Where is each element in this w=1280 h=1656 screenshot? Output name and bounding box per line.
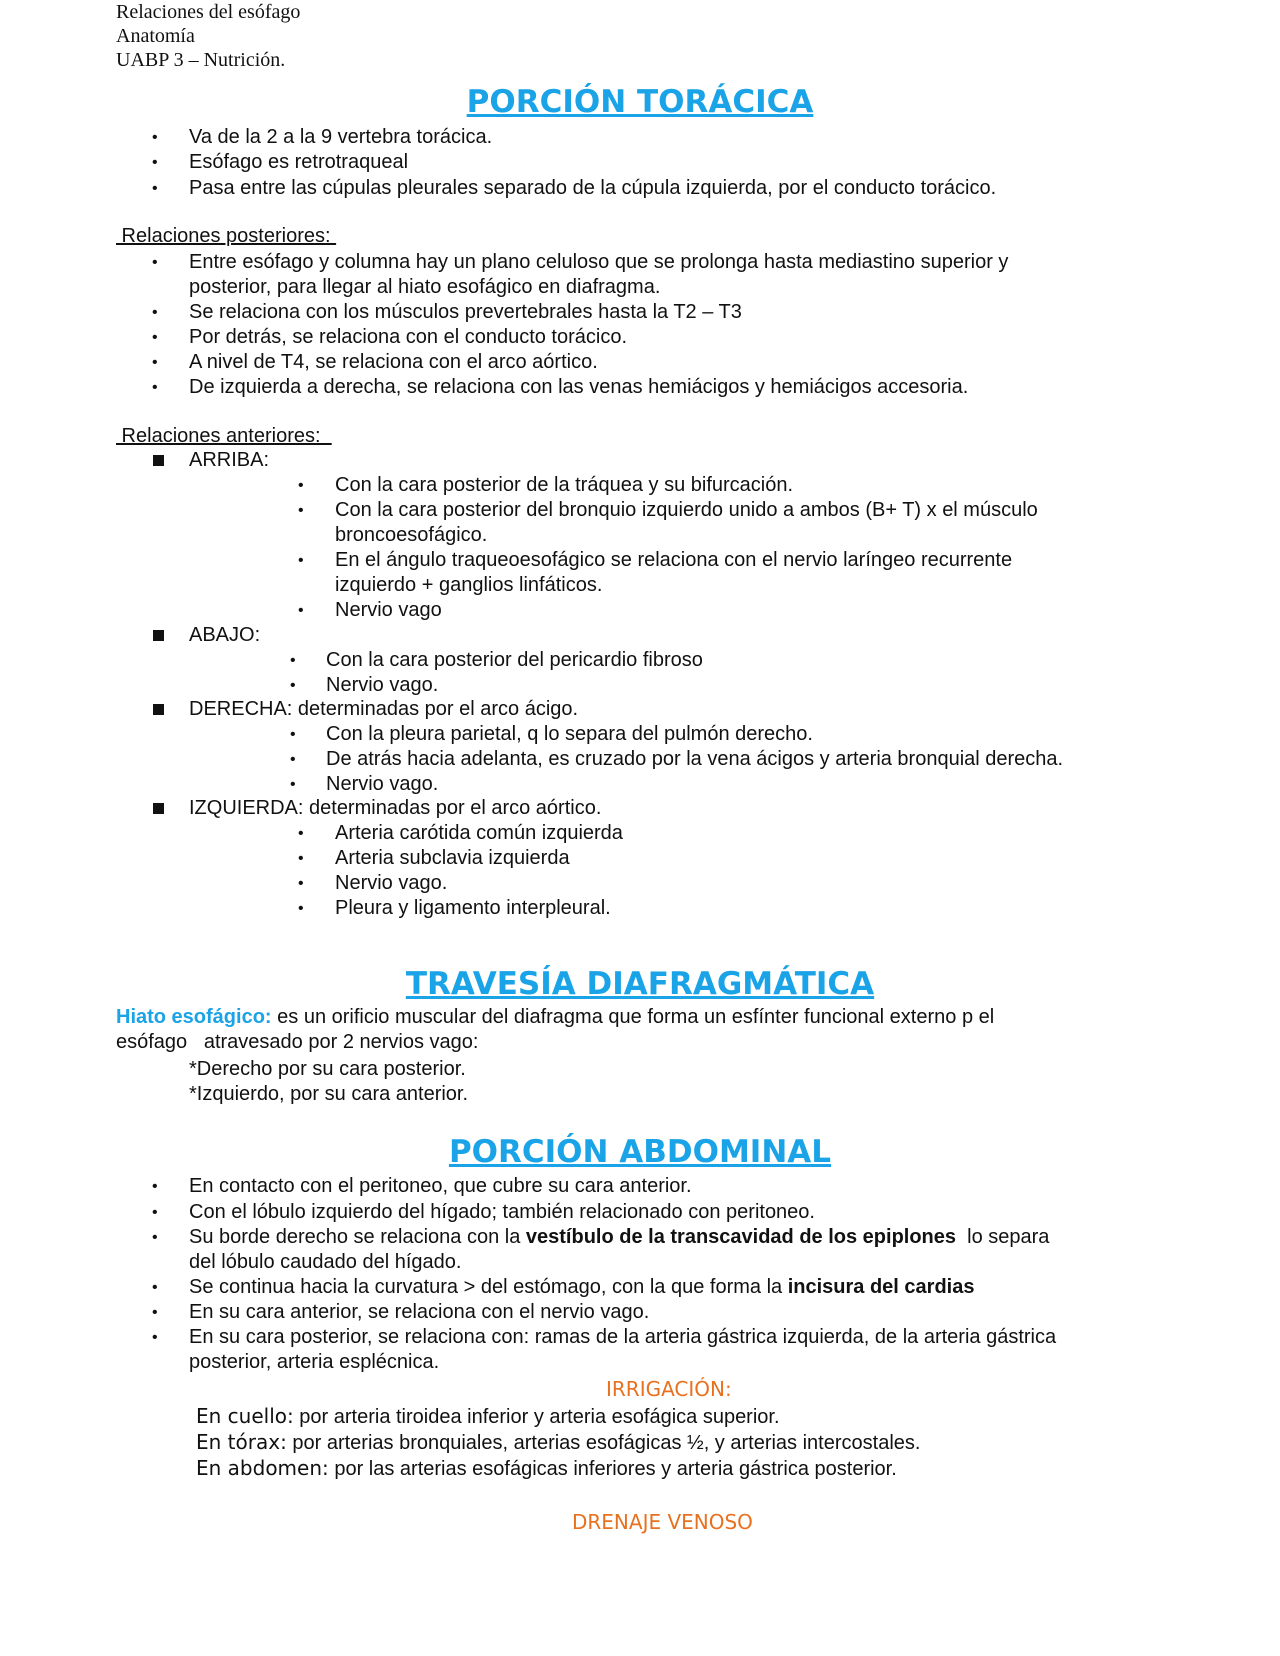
list-item: Nervio vago. xyxy=(335,872,448,894)
bullet-icon: • xyxy=(152,1178,158,1195)
bullet-icon: • xyxy=(298,477,304,494)
subheading-posteriores: Relaciones posteriores: xyxy=(116,225,337,247)
bullet-icon: • xyxy=(152,379,158,396)
list-item: Con el lóbulo izquierdo del hígado; también relacionado con peritoneo. xyxy=(189,1201,815,1223)
irrigacion-abdomen xyxy=(196,1456,897,1482)
header-subject: Anatomía xyxy=(116,25,195,47)
bullet-icon: • xyxy=(298,552,304,569)
bullet-icon: • xyxy=(152,1329,158,1346)
list-item-continuation: broncoesofágico. xyxy=(335,524,488,546)
region-text: por arteria tiroidea inferior y arteria esofágica superior. xyxy=(293,1406,780,1428)
irrigacion-heading: IRRIGACIÓN: xyxy=(606,1377,732,1401)
list-item: Pasa entre las cúpulas pleurales separado de la cúpula izquierda, por el conducto torácico. xyxy=(189,177,997,199)
bullet-icon: • xyxy=(290,677,296,694)
square-bullet-icon xyxy=(153,704,164,715)
hiato-text: es un orificio muscular del diafragma que forma un esfínter funcional externo p el xyxy=(271,1006,995,1028)
bullet-icon: • xyxy=(290,726,296,743)
bullet-icon: • xyxy=(298,850,304,867)
list-item: Nervio vago. xyxy=(326,674,439,696)
square-bullet-icon xyxy=(153,803,164,814)
group-label-arriba: ARRIBA: xyxy=(189,449,270,471)
list-item-continuation: posterior, arteria esplécnica. xyxy=(189,1351,440,1373)
irrigacion-cuello xyxy=(196,1404,780,1430)
bold-term: incisura del cardias xyxy=(787,1276,975,1298)
list-item: Nervio vago. xyxy=(326,773,439,795)
bullet-icon: • xyxy=(152,254,158,271)
header-course: UABP 3 – Nutrición. xyxy=(116,49,286,71)
text-segment: Su borde derecho se relaciona con la xyxy=(189,1226,526,1248)
list-item: Esófago es retrotraqueal xyxy=(189,151,409,173)
region-label: En cuello: xyxy=(196,1404,294,1428)
bullet-icon: • xyxy=(298,825,304,842)
subheading-anteriores: Relaciones anteriores: xyxy=(116,425,332,447)
section-title-toracica: PORCIÓN TORÁCICA xyxy=(466,84,814,120)
group-label-izquierda: IZQUIERDA: determinadas por el arco aórtico. xyxy=(189,797,602,819)
bullet-icon: • xyxy=(152,180,158,197)
list-item: De atrás hacia adelanta, es cruzado por la vena ácigos y arteria bronquial derecha. xyxy=(326,748,1064,770)
bullet-icon: • xyxy=(152,154,158,171)
hiato-paragraph-line2: esófago atravesado por 2 nervios vago: xyxy=(116,1031,479,1053)
bullet-icon: • xyxy=(298,602,304,619)
region-text: por arterias bronquiales, arterias esofágicas ½, y arterias intercostales. xyxy=(286,1432,921,1454)
list-item xyxy=(189,1225,1049,1250)
list-item-continuation: del lóbulo caudado del hígado. xyxy=(189,1251,462,1273)
bullet-icon: • xyxy=(152,1204,158,1221)
bullet-icon: • xyxy=(152,354,158,371)
list-item: Arteria carótida común izquierda xyxy=(335,822,623,844)
list-item: Arteria subclavia izquierda xyxy=(335,847,570,869)
bullet-icon: • xyxy=(298,502,304,519)
list-item: Con la pleura parietal, q lo separa del pulmón derecho. xyxy=(326,723,813,745)
list-item xyxy=(189,1275,974,1300)
text-segment: Se continua hacia la curvatura > del estómago, con la que forma la xyxy=(189,1276,788,1298)
list-item: A nivel de T4, se relaciona con el arco aórtico. xyxy=(189,351,598,373)
bullet-icon: • xyxy=(152,129,158,146)
header-title: Relaciones del esófago xyxy=(116,1,301,23)
square-bullet-icon xyxy=(153,455,164,466)
list-item: De izquierda a derecha, se relaciona con las venas hemiácigos y hemiácigos accesoria. xyxy=(189,376,969,398)
bullet-icon: • xyxy=(152,1279,158,1296)
region-label: En abdomen: xyxy=(196,1456,329,1480)
list-item: Va de la 2 a la 9 vertebra torácica. xyxy=(189,126,493,148)
region-text: por las arterias esofágicas inferiores y arteria gástrica posterior. xyxy=(328,1458,897,1480)
list-item: Con la cara posterior de la tráquea y su bifurcación. xyxy=(335,474,794,496)
bold-term: vestíbulo de la transcavidad de los epiplones xyxy=(525,1226,957,1248)
bullet-icon: • xyxy=(298,900,304,917)
square-bullet-icon xyxy=(153,630,164,641)
bullet-icon: • xyxy=(290,751,296,768)
list-item: Entre esófago y columna hay un plano celuloso que se prolonga hasta mediastino superior y xyxy=(189,251,1009,273)
list-item: Pleura y ligamento interpleural. xyxy=(335,897,611,919)
region-label: En tórax: xyxy=(196,1430,287,1454)
nervio-izquierdo: *Izquierdo, por su cara anterior. xyxy=(189,1083,469,1105)
list-item-continuation: izquierdo + ganglios linfáticos. xyxy=(335,574,603,596)
group-label-derecha: DERECHA: determinadas por el arco ácigo. xyxy=(189,698,579,720)
nervio-derecho: *Derecho por su cara posterior. xyxy=(189,1058,466,1080)
list-item: Por detrás, se relaciona con el conducto torácico. xyxy=(189,326,628,348)
list-item: En su cara anterior, se relaciona con el nervio vago. xyxy=(189,1301,650,1323)
list-item: Se relaciona con los músculos prevertebrales hasta la T2 – T3 xyxy=(189,301,742,323)
text-segment: lo separa xyxy=(956,1226,1050,1248)
bullet-icon: • xyxy=(290,776,296,793)
irrigacion-torax xyxy=(196,1430,920,1456)
section-title-diafragmatica: TRAVESÍA DIAFRAGMÁTICA xyxy=(405,966,875,1002)
list-item-continuation: posterior, para llegar al hiato esofágico en diafragma. xyxy=(189,276,661,298)
bullet-icon: • xyxy=(152,329,158,346)
drenaje-heading: DRENAJE VENOSO xyxy=(572,1510,753,1534)
list-item: En el ángulo traqueoesofágico se relaciona con el nervio laríngeo recurrente xyxy=(335,549,1013,571)
bullet-icon: • xyxy=(298,875,304,892)
group-label-abajo: ABAJO: xyxy=(189,624,261,646)
list-item: Nervio vago xyxy=(335,599,442,621)
list-item: Con la cara posterior del pericardio fibroso xyxy=(326,649,703,671)
list-item: Con la cara posterior del bronquio izquierdo unido a ambos (B+ T) x el músculo xyxy=(335,499,1038,521)
bullet-icon: • xyxy=(290,652,296,669)
hiato-paragraph-line1 xyxy=(116,1005,994,1030)
list-item: En contacto con el peritoneo, que cubre su cara anterior. xyxy=(189,1175,692,1197)
section-title-abdominal: PORCIÓN ABDOMINAL xyxy=(448,1134,832,1170)
bullet-icon: • xyxy=(152,1229,158,1246)
hiato-term: Hiato esofágico: xyxy=(116,1006,272,1028)
bullet-icon: • xyxy=(152,1304,158,1321)
bullet-icon: • xyxy=(152,304,158,321)
list-item: En su cara posterior, se relaciona con: ramas de la arteria gástrica izquierda, de la arteria gástrica xyxy=(189,1326,1057,1348)
